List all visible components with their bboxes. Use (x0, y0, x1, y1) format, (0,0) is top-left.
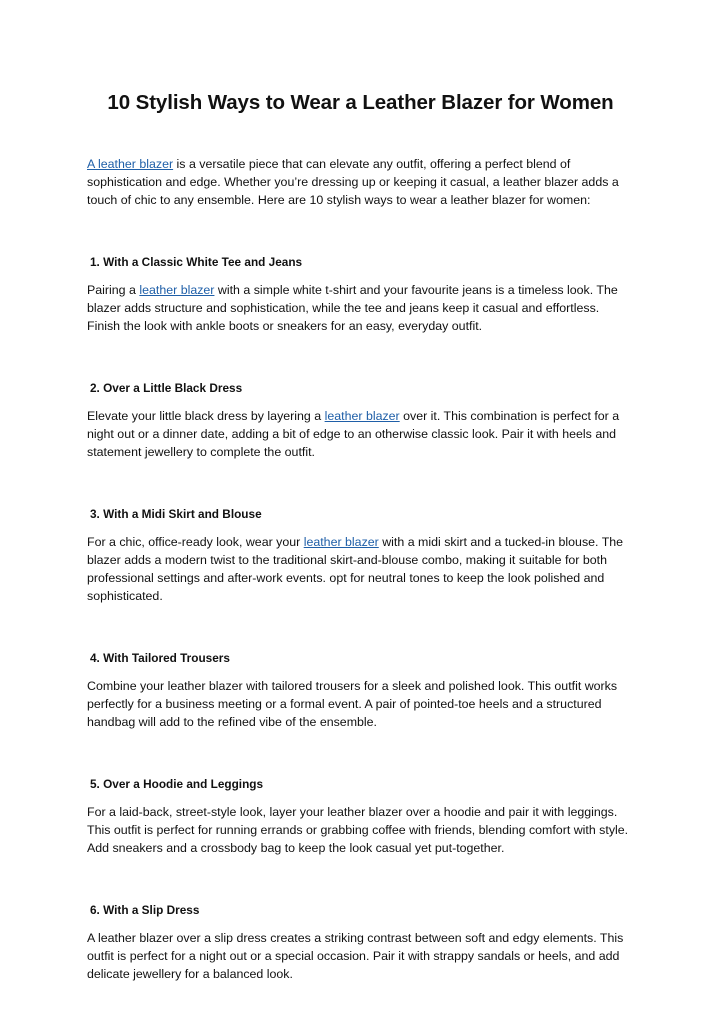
section-paragraph (87, 281, 634, 335)
paragraph-text: For a chic, office-ready look, wear your (87, 535, 304, 549)
leather-blazer-link[interactable]: leather blazer (139, 283, 215, 297)
paragraph-text: with a simple white t-shirt and your favourite jeans is a timeless look. The blazer adds structure and sophistication, while the tee and jeans keep it casual and effortless. Finish the look with ankle boots or sneakers for an easy, everyday outfit. (87, 283, 618, 333)
section-heading: 4. With Tailored Trousers (90, 651, 230, 665)
section-3 (87, 506, 634, 605)
paragraph-text: over it. This combination is perfect for a night out or a dinner date, adding a bit of edge to an otherwise classic look. Pair it with heels and statement jewellery to complete the outfit. (87, 409, 620, 459)
section-heading: 3. With a Midi Skirt and Blouse (90, 507, 262, 521)
section-paragraph (87, 533, 634, 605)
section-heading: 2. Over a Little Black Dress (90, 381, 243, 395)
section-paragraph: A leather blazer over a slip dress creates a striking contrast between soft and edgy elements. This outfit is perfect for a night out or a special occasion. Pair it with strappy sandals or heels, and add delicate jewellery for a balanced look. (87, 931, 624, 981)
section-4 (87, 650, 634, 731)
section-5 (87, 776, 634, 857)
section-heading: 1. With a Classic White Tee and Jeans (90, 255, 303, 269)
paragraph-text: Pairing a (87, 283, 140, 297)
section-paragraph: Combine your leather blazer with tailored trousers for a sleek and polished look. This outfit works perfectly for a business meeting or a formal event. A pair of pointed-toe heels and a structured handbag will add to the refined vibe of the ensemble. (87, 679, 618, 729)
intro-leather-blazer-link[interactable]: A leather blazer (87, 157, 174, 171)
section-1 (87, 254, 634, 335)
section-paragraph (87, 407, 634, 461)
intro-paragraph (87, 155, 634, 209)
section-2 (87, 380, 634, 461)
leather-blazer-link[interactable]: leather blazer (303, 535, 379, 549)
leather-blazer-link[interactable]: leather blazer (324, 409, 400, 423)
section-heading: 5. Over a Hoodie and Leggings (90, 777, 264, 791)
section-paragraph: For a laid-back, street-style look, layer your leather blazer over a hoodie and pair it with leggings. This outfit is perfect for running errands or grabbing coffee with friends, blending comfort with style. Add sneakers and a crossbody bag to keep the look casual yet put-together. (87, 805, 629, 855)
intro-text: is a versatile piece that can elevate any outfit, offering a perfect blend of sophistication and edge. Whether you’re dressing up or keeping it casual, a leather blazer adds a touch of chic to any ensemble. Here are 10 stylish ways to wear a leather blazer for women: (87, 157, 619, 207)
paragraph-text: with a midi skirt and a tucked-in blouse. The blazer adds a modern twist to the traditional skirt-and-blouse combo, making it suitable for both professional settings and after-work events. opt for neutral tones to keep the look polished and sophisticated. (87, 535, 624, 603)
page-title: 10 Stylish Ways to Wear a Leather Blazer for Women (107, 91, 614, 114)
paragraph-text: Elevate your little black dress by layering a (87, 409, 325, 423)
section-heading: 6. With a Slip Dress (90, 903, 200, 917)
section-6 (87, 902, 634, 983)
